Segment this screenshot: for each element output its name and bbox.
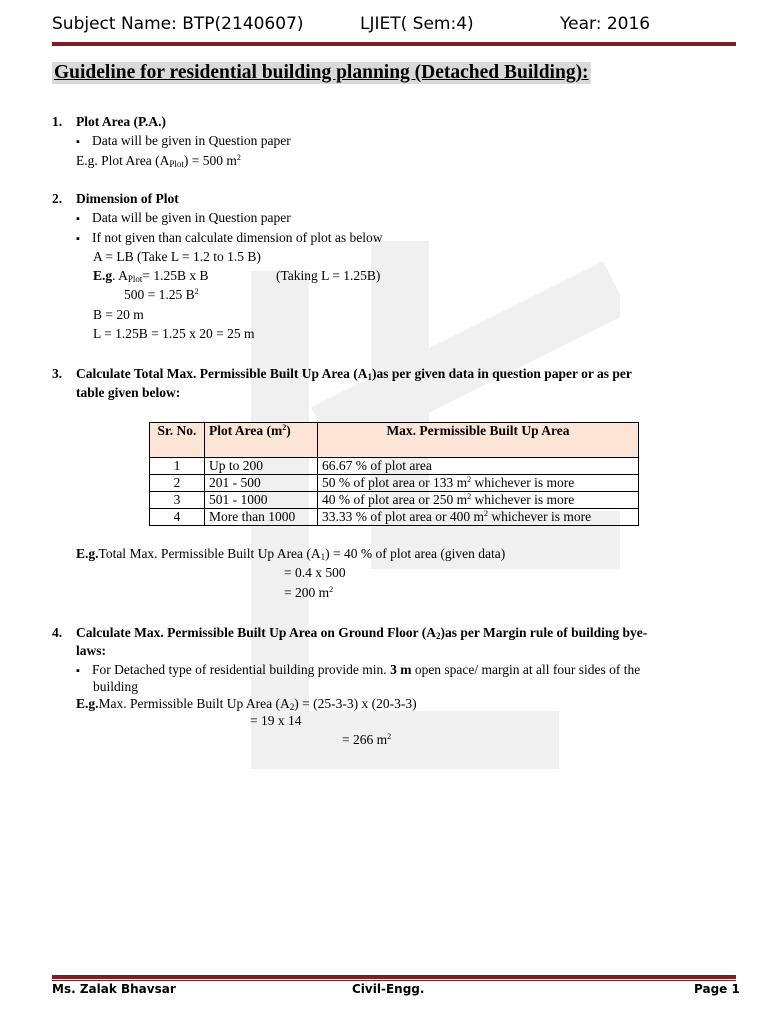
table-header-max-area: Max. Permissible Built Up Area: [318, 423, 639, 458]
section-3-example-step-2: = 200 $m^2$: [284, 585, 334, 600]
table-cell-max: 66.67 % of plot area: [318, 458, 639, 475]
section-3-number: 3.: [52, 366, 63, 381]
table-cell-sr: 3: [150, 492, 205, 509]
section-2-heading: Dimension of Plot: [76, 191, 179, 206]
section-1-number: 1.: [52, 114, 63, 129]
table-cell-sr: 1: [150, 458, 205, 475]
section-2-bullet-1: ▪ Data will be given in Question paper: [76, 210, 291, 227]
section-4-bullet-cont: building: [93, 679, 139, 694]
section-4-heading: Calculate Max. Permissible Built Up Area on Ground Floor $(A_2)as$ per Margin rule of building bye-: [76, 625, 648, 641]
header-college: LJIET( Sem:4): [360, 14, 474, 34]
table-header-row: [150, 423, 639, 458]
table-cell-plot: 501 - 1000: [205, 492, 318, 509]
section-2-formula: A = LB (Take L = 1.2 to 1.5 B): [93, 249, 261, 264]
section-3-heading-cont: table given below:: [76, 385, 181, 400]
section-1-bullet: ▪ Data will be given in Question paper: [76, 133, 291, 150]
section-2-step-3: L = 1.25B = 1.25 x 20 = 25 m: [93, 326, 255, 341]
section-2-number: 2.: [52, 191, 63, 206]
section-4-example-step-2: = 266 $m^2$: [342, 732, 392, 747]
section-4-example-step-1: = 19 x 14: [250, 713, 302, 728]
footer-department: Civil-Engg.: [352, 982, 425, 996]
section-2-example: E.g. $A_{Plot}= 1.25B$ x B: [93, 268, 209, 284]
table-header-sr: Sr. No.: [150, 423, 205, 458]
section-2-step-1: 500 = 1.25 $B^2$: [124, 287, 199, 302]
table-cell-plot: 201 - 500: [205, 475, 318, 492]
section-3-example: E.g.Total Max. Permissible Built Up Area $(A_1) = 40$ % of plot area (given data): [76, 546, 506, 562]
section-1-heading: Plot Area (P.A.): [76, 114, 166, 129]
table-cell-plot: More than 1000: [205, 509, 318, 526]
table-cell-sr: 4: [150, 509, 205, 526]
section-2-step-2: B = 20 m: [93, 307, 144, 322]
section-2-example-note: (Taking L = 1.25B): [276, 268, 381, 283]
section-3-heading: Calculate Total Max. Permissible Built Up Area $(A_1)as$ per given data in question paper or as per: [76, 366, 632, 382]
section-4-example: E.g.Max. Permissible Built Up Area $(A_2) = (25-3-3)$ x (20-3-3): [76, 696, 417, 712]
table-cell-plot: Up to 200: [205, 458, 318, 475]
header-year: Year: 2016: [560, 14, 651, 34]
section-2-bullet-2: ▪ If not given than calculate dimension of plot as below: [76, 230, 383, 247]
table-row: [150, 475, 639, 492]
table-cell-sr: 2: [150, 475, 205, 492]
built-up-area-table: [149, 422, 639, 526]
table-row: [150, 458, 639, 475]
header-rule: [52, 42, 736, 46]
section-3-example-step-1: = 0.4 x 500: [284, 565, 346, 580]
header-subject: Subject Name: BTP(2140607): [52, 14, 304, 34]
page-title: Guideline for residential building planning (Detached Building):: [54, 62, 589, 83]
table-row: [150, 492, 639, 509]
section-1-example: E.g. Plot Area $(A_{Plot}) = 500$ $m^2$: [76, 153, 241, 169]
table-header-plot-area: Plot Area $(m^2)$: [205, 423, 318, 458]
footer-rule-thin: [52, 980, 736, 981]
table-cell-max: 33.33 % of plot area or 400 $m^2$ whichever is more: [318, 509, 639, 526]
section-4-bullet: ▪ For Detached type of residential building provide min. 3 m open space/ margin at all four sides of the: [76, 662, 640, 679]
section-4-number: 4.: [52, 625, 63, 640]
section-4-heading-cont: laws:: [76, 643, 106, 658]
footer-page-number: Page 1: [694, 982, 740, 996]
footer-rule: [52, 975, 736, 979]
table-cell-max: 40 % of plot area or 250 $m^2$ whichever is more: [318, 492, 639, 509]
table-cell-max: 50 % of plot area or 133 $m^2$ whichever is more: [318, 475, 639, 492]
footer-author: Ms. Zalak Bhavsar: [52, 982, 176, 996]
table-row: [150, 509, 639, 526]
